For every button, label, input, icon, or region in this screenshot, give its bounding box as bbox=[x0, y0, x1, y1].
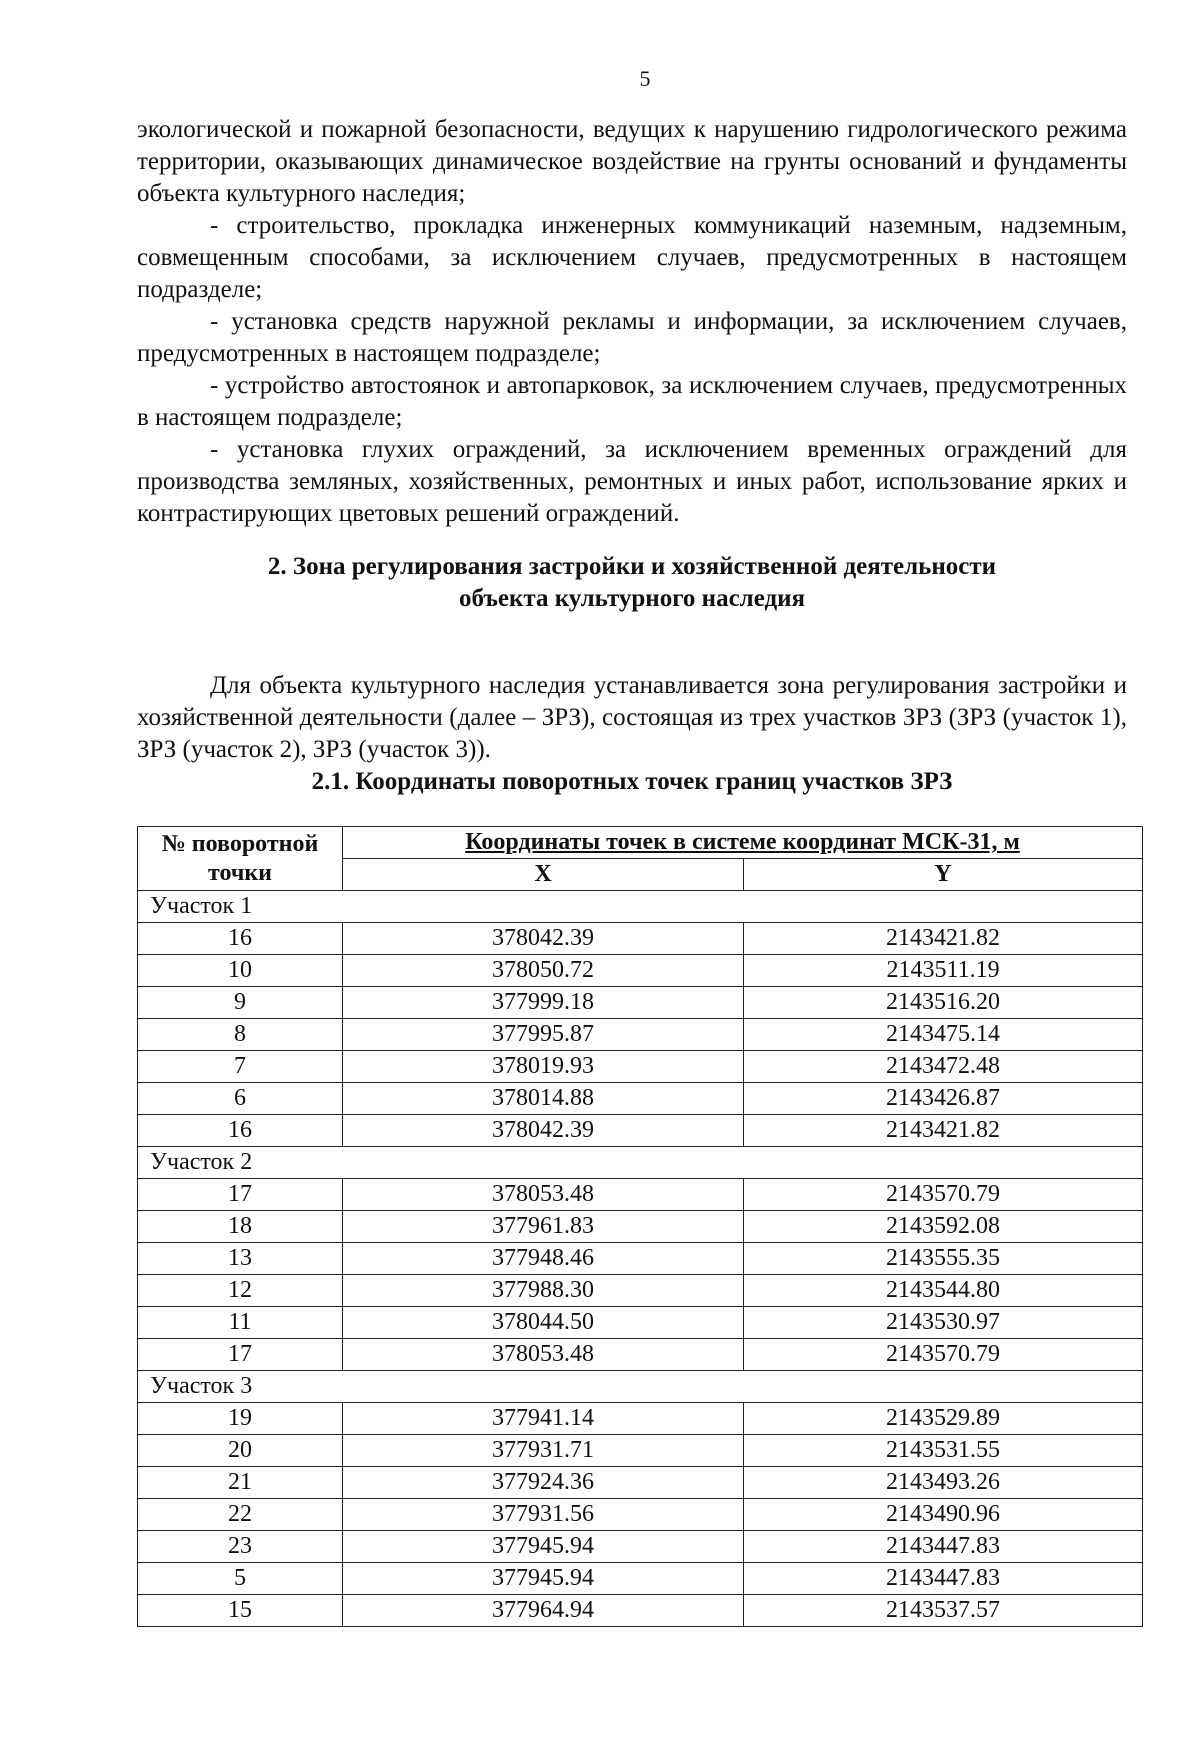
x-coordinate-cell: 377924.36 bbox=[343, 1467, 744, 1499]
table-row bbox=[138, 1275, 1143, 1307]
table-row bbox=[138, 1211, 1143, 1243]
page-number: 5 bbox=[639, 66, 651, 91]
x-coordinate-cell: 378050.72 bbox=[343, 955, 744, 987]
section-row bbox=[138, 891, 1143, 923]
y-coordinate-cell: 2143511.19 bbox=[744, 955, 1143, 987]
coordinates-table bbox=[137, 826, 1143, 1627]
point-number-cell: 7 bbox=[138, 1051, 343, 1083]
point-number-cell: 17 bbox=[138, 1339, 343, 1371]
x-coordinate-cell: 378053.48 bbox=[343, 1179, 744, 1211]
list-item-parking: - устройство автостоянок и автопарковок, за исключением случаев, предусмотренных в настоящем подразделе; bbox=[137, 372, 1127, 431]
y-coordinate-cell: 2143537.57 bbox=[744, 1595, 1143, 1627]
table-row bbox=[138, 955, 1143, 987]
table-row bbox=[138, 1595, 1143, 1627]
point-number-cell: 15 bbox=[138, 1595, 343, 1627]
y-coordinate-cell: 2143570.79 bbox=[744, 1179, 1143, 1211]
point-number-cell: 13 bbox=[138, 1243, 343, 1275]
table-row bbox=[138, 1339, 1143, 1371]
table-row bbox=[138, 1307, 1143, 1339]
intro-paragraph: Для объекта культурного наследия устанавливается зона регулирования застройки и хозяйственной деятельности (далее – ЗРЗ), состоящая из трех участков ЗРЗ (ЗРЗ (участок 1), ЗРЗ (участок 2), ЗРЗ (участок 3)). bbox=[137, 672, 1127, 763]
table-row bbox=[138, 1115, 1143, 1147]
section-label: Участок 2 bbox=[138, 1147, 1143, 1179]
point-number-cell: 9 bbox=[138, 987, 343, 1019]
y-coordinate-cell: 2143472.48 bbox=[744, 1051, 1143, 1083]
x-coordinate-cell: 378042.39 bbox=[343, 923, 744, 955]
point-number-cell: 8 bbox=[138, 1019, 343, 1051]
point-number-cell: 21 bbox=[138, 1467, 343, 1499]
x-coordinate-cell: 377941.14 bbox=[343, 1403, 744, 1435]
x-coordinate-cell: 378042.39 bbox=[343, 1115, 744, 1147]
list-item-construction: - строительство, прокладка инженерных коммуникаций наземным, надземным, совмещенным способами, за исключением случаев, предусмотренных в настоящем подразделе; bbox=[137, 212, 1127, 303]
table-row bbox=[138, 923, 1143, 955]
y-coordinate-cell: 2143544.80 bbox=[744, 1275, 1143, 1307]
y-coordinate-cell: 2143555.35 bbox=[744, 1243, 1143, 1275]
point-number-cell: 11 bbox=[138, 1307, 343, 1339]
point-number-cell: 12 bbox=[138, 1275, 343, 1307]
y-coordinate-cell: 2143592.08 bbox=[744, 1211, 1143, 1243]
body-text bbox=[137, 114, 1127, 530]
x-coordinate-cell: 377988.30 bbox=[343, 1275, 744, 1307]
y-coordinate-cell: 2143475.14 bbox=[744, 1019, 1143, 1051]
x-coordinate-cell: 378019.93 bbox=[343, 1051, 744, 1083]
y-coordinate-cell: 2143421.82 bbox=[744, 1115, 1143, 1147]
y-coordinate-cell: 2143493.26 bbox=[744, 1467, 1143, 1499]
point-number-cell: 10 bbox=[138, 955, 343, 987]
x-coordinate-cell: 377948.46 bbox=[343, 1243, 744, 1275]
point-number-cell: 23 bbox=[138, 1531, 343, 1563]
list-item-advertising: - установка средств наружной рекламы и информации, за исключением случаев, предусмотренных в настоящем подразделе; bbox=[137, 308, 1127, 367]
section-label: Участок 1 bbox=[138, 891, 1143, 923]
x-coordinate-cell: 378053.48 bbox=[343, 1339, 744, 1371]
y-coordinate-cell: 2143426.87 bbox=[744, 1083, 1143, 1115]
section-row bbox=[138, 1147, 1143, 1179]
section-row bbox=[138, 1371, 1143, 1403]
x-coordinate-cell: 378014.88 bbox=[343, 1083, 744, 1115]
point-number-cell: 16 bbox=[138, 1115, 343, 1147]
x-coordinate-cell: 377961.83 bbox=[343, 1211, 744, 1243]
y-coordinate-cell: 2143570.79 bbox=[744, 1339, 1143, 1371]
table-row bbox=[138, 1435, 1143, 1467]
header-y: Y bbox=[744, 859, 1143, 891]
y-coordinate-cell: 2143530.97 bbox=[744, 1307, 1143, 1339]
table-row bbox=[138, 1499, 1143, 1531]
y-coordinate-cell: 2143516.20 bbox=[744, 987, 1143, 1019]
y-coordinate-cell: 2143531.55 bbox=[744, 1435, 1143, 1467]
point-number-cell: 6 bbox=[138, 1083, 343, 1115]
x-coordinate-cell: 378044.50 bbox=[343, 1307, 744, 1339]
table-row bbox=[138, 1467, 1143, 1499]
table-row bbox=[138, 987, 1143, 1019]
table-row bbox=[138, 1563, 1143, 1595]
table-row bbox=[138, 1403, 1143, 1435]
list-item-fences: - установка глухих ограждений, за исключением временных ограждений для производства земляных, хозяйственных, ремонтных и иных работ, использование ярких и контрастирующих цветовых решений ограждений. bbox=[137, 436, 1127, 527]
y-coordinate-cell: 2143447.83 bbox=[744, 1531, 1143, 1563]
section-heading-line2: объекта культурного наследия bbox=[458, 585, 806, 612]
point-number-cell: 22 bbox=[138, 1499, 343, 1531]
table-row bbox=[138, 1243, 1143, 1275]
table-row bbox=[138, 1051, 1143, 1083]
y-coordinate-cell: 2143529.89 bbox=[744, 1403, 1143, 1435]
table-row bbox=[138, 1019, 1143, 1051]
table-row bbox=[138, 1179, 1143, 1211]
y-coordinate-cell: 2143447.83 bbox=[744, 1563, 1143, 1595]
paragraph-continuation: экологической и пожарной безопасности, ведущих к нарушению гидрологического режима территории, оказывающих динамическое воздействие на грунты оснований и фундаменты объекта культурного наследия; bbox=[137, 116, 1127, 207]
point-number-cell: 16 bbox=[138, 923, 343, 955]
x-coordinate-cell: 377995.87 bbox=[343, 1019, 744, 1051]
header-coordinates: Координаты точек в системе координат МСК-31, м bbox=[343, 827, 1143, 859]
table-title: 2.1. Координаты поворотных точек границ участков ЗРЗ bbox=[311, 768, 953, 795]
header-x: X bbox=[343, 859, 744, 891]
point-number-cell: 20 bbox=[138, 1435, 343, 1467]
table-row bbox=[138, 1083, 1143, 1115]
x-coordinate-cell: 377945.94 bbox=[343, 1531, 744, 1563]
section-heading-line1: 2. Зона регулирования застройки и хозяйственной деятельности bbox=[267, 553, 997, 580]
header-point-number: № поворотной точки bbox=[138, 827, 343, 891]
point-number-cell: 17 bbox=[138, 1179, 343, 1211]
point-number-cell: 18 bbox=[138, 1211, 343, 1243]
point-number-cell: 5 bbox=[138, 1563, 343, 1595]
table-row bbox=[138, 1531, 1143, 1563]
x-coordinate-cell: 377931.71 bbox=[343, 1435, 744, 1467]
x-coordinate-cell: 377931.56 bbox=[343, 1499, 744, 1531]
point-number-cell: 19 bbox=[138, 1403, 343, 1435]
x-coordinate-cell: 377945.94 bbox=[343, 1563, 744, 1595]
section-label: Участок 3 bbox=[138, 1371, 1143, 1403]
section-heading bbox=[137, 551, 1127, 615]
x-coordinate-cell: 377964.94 bbox=[343, 1595, 744, 1627]
y-coordinate-cell: 2143490.96 bbox=[744, 1499, 1143, 1531]
table-header-row bbox=[138, 827, 1143, 859]
x-coordinate-cell: 377999.18 bbox=[343, 987, 744, 1019]
y-coordinate-cell: 2143421.82 bbox=[744, 923, 1143, 955]
